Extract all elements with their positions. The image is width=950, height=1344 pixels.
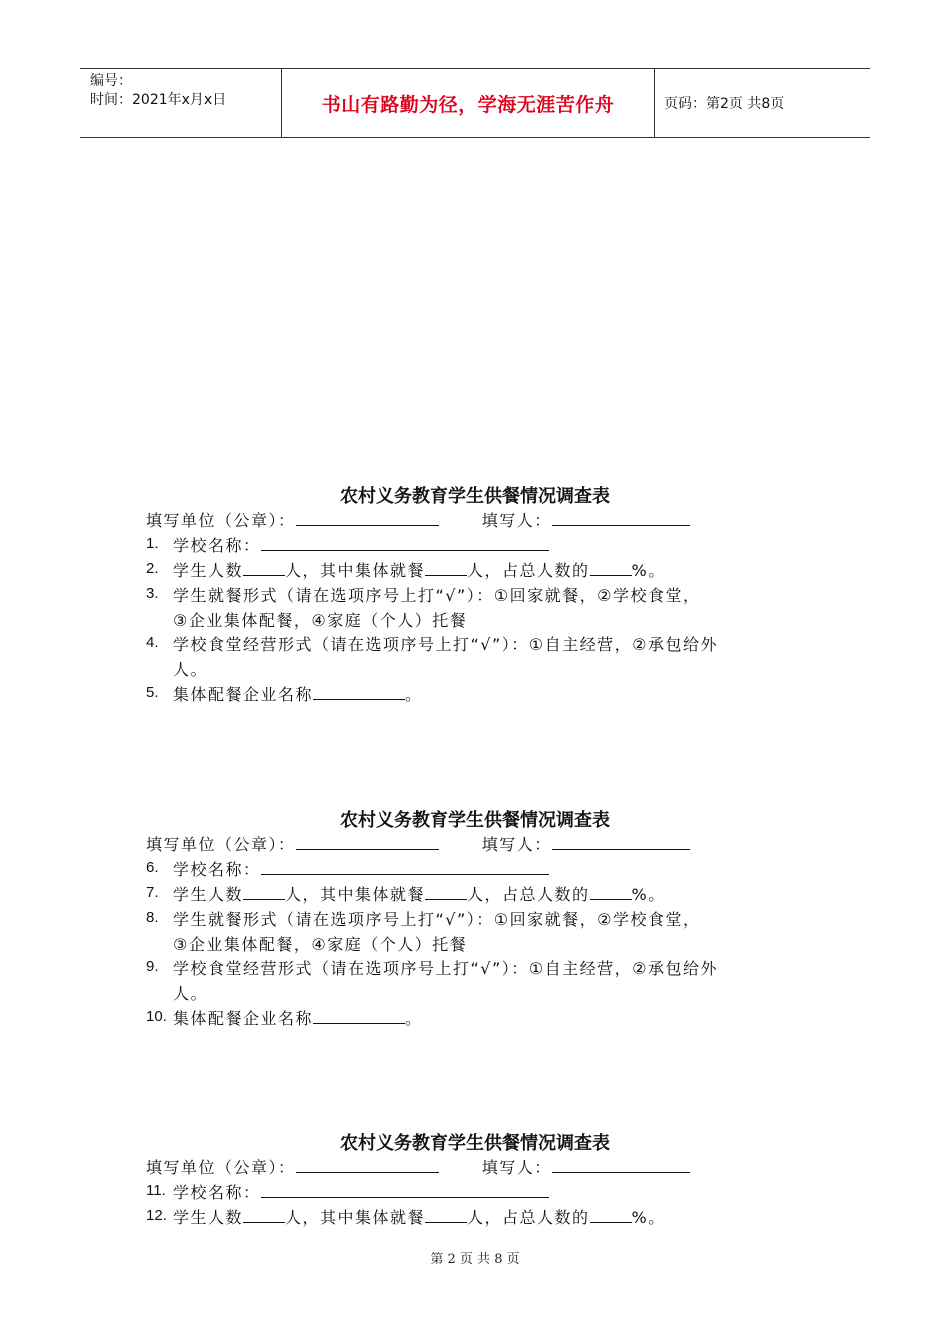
header-page-info: 页码：第2页 共8页 <box>664 96 785 112</box>
student-count-item <box>173 882 666 905</box>
unit-blank[interactable] <box>296 1158 439 1173</box>
canteen-mode-item-line1: 学校食堂经营形式（请在选项序号上打“√”）：①自主经营，②承包给外 <box>173 959 718 978</box>
item-number: 8. <box>146 909 159 926</box>
meal-form-item-line1: 学生就餐形式（请在选项序号上打“√”）：①回家就餐，②学校食堂， <box>173 586 701 605</box>
item-text: 。 <box>405 685 423 704</box>
header-motto-cell <box>282 69 655 137</box>
item-number: 11. <box>146 1182 166 1199</box>
form-title: 农村义务教育学生供餐情况调查表 <box>340 810 610 831</box>
item-number: 7. <box>146 884 159 901</box>
item-text: 人，占总人数的 <box>467 1208 590 1227</box>
unit-label: 填写单位（公章）： <box>146 1158 296 1177</box>
form-header-row <box>146 508 690 531</box>
item-text: 人，其中集体就餐 <box>285 885 426 904</box>
item-text: 人，占总人数的 <box>467 885 590 904</box>
form-header-row <box>146 832 690 855</box>
form-title: 农村义务教育学生供餐情况调查表 <box>340 1133 610 1154</box>
filler-blank[interactable] <box>552 835 690 850</box>
meal-form-item-line2: ③企业集体配餐，④家庭（个人）托餐 <box>173 611 468 630</box>
item-text: 集体配餐企业名称 <box>173 1009 314 1028</box>
item-text: %。 <box>631 561 666 580</box>
school-name-blank[interactable] <box>261 536 549 551</box>
item-number: 4. <box>146 634 159 651</box>
filler-label: 填写人： <box>481 511 552 530</box>
document-date-label: 时间：2021年x月x日 <box>90 92 227 108</box>
item-text: 学生人数 <box>173 1208 244 1227</box>
canteen-mode-item-line1: 学校食堂经营形式（请在选项序号上打“√”）：①自主经营，②承包给外 <box>173 635 718 654</box>
percent-blank[interactable] <box>590 1208 632 1223</box>
item-text: 人，占总人数的 <box>467 561 590 580</box>
student-total-blank[interactable] <box>243 885 285 900</box>
item-text: 集体配餐企业名称 <box>173 685 314 704</box>
form-title: 农村义务教育学生供餐情况调查表 <box>340 486 610 507</box>
filler-blank[interactable] <box>552 511 690 526</box>
unit-blank[interactable] <box>296 835 439 850</box>
item-text: 人，其中集体就餐 <box>285 561 426 580</box>
item-text: %。 <box>631 1208 666 1227</box>
item-text: 学校名称： <box>173 536 261 555</box>
canteen-mode-item-line2: 人。 <box>173 660 209 679</box>
company-name-blank[interactable] <box>313 685 405 700</box>
unit-label: 填写单位（公章）： <box>146 511 296 530</box>
group-meal-blank[interactable] <box>425 1208 467 1223</box>
school-name-blank[interactable] <box>261 1183 549 1198</box>
item-text: 。 <box>405 1009 423 1028</box>
item-number: 9. <box>146 958 159 975</box>
school-name-item <box>173 1180 549 1203</box>
unit-blank[interactable] <box>296 511 439 526</box>
meal-form-item-line2: ③企业集体配餐，④家庭（个人）托餐 <box>173 935 468 954</box>
percent-blank[interactable] <box>590 561 632 576</box>
item-text: 学校名称： <box>173 860 261 879</box>
item-number: 12. <box>146 1207 167 1224</box>
item-number: 1. <box>146 535 159 552</box>
page-header-table <box>80 68 870 138</box>
filler-blank[interactable] <box>552 1158 690 1173</box>
student-count-item <box>173 558 666 581</box>
item-number: 2. <box>146 560 159 577</box>
item-text: 学校名称： <box>173 1183 261 1202</box>
header-page-cell <box>655 69 870 137</box>
school-name-item <box>173 857 549 880</box>
item-number: 6. <box>146 859 159 876</box>
canteen-mode-item-line2: 人。 <box>173 984 209 1003</box>
item-text: 学生人数 <box>173 561 244 580</box>
item-number: 5. <box>146 684 159 701</box>
filler-label: 填写人： <box>481 1158 552 1177</box>
student-total-blank[interactable] <box>243 561 285 576</box>
percent-blank[interactable] <box>590 885 632 900</box>
item-text: %。 <box>631 885 666 904</box>
group-meal-blank[interactable] <box>425 561 467 576</box>
form-header-row <box>146 1155 690 1178</box>
filler-label: 填写人： <box>481 835 552 854</box>
item-number: 3. <box>146 585 159 602</box>
group-meal-blank[interactable] <box>425 885 467 900</box>
school-name-blank[interactable] <box>261 860 549 875</box>
header-meta-cell <box>80 69 282 137</box>
item-number: 10. <box>146 1008 167 1025</box>
catering-company-item <box>173 682 423 705</box>
page-footer: 第 2 页 共 8 页 <box>430 1252 520 1267</box>
item-text: 学生人数 <box>173 885 244 904</box>
student-total-blank[interactable] <box>243 1208 285 1223</box>
item-text: 人，其中集体就餐 <box>285 1208 426 1227</box>
company-name-blank[interactable] <box>313 1009 405 1024</box>
student-count-item <box>173 1205 666 1228</box>
document-number-label: 编号： <box>90 73 132 89</box>
catering-company-item <box>173 1006 423 1029</box>
school-name-item <box>173 533 549 556</box>
meal-form-item-line1: 学生就餐形式（请在选项序号上打“√”）：①回家就餐，②学校食堂， <box>173 910 701 929</box>
unit-label: 填写单位（公章）： <box>146 835 296 854</box>
header-motto: 书山有路勤为径，学海无涯苦作舟 <box>321 93 615 116</box>
